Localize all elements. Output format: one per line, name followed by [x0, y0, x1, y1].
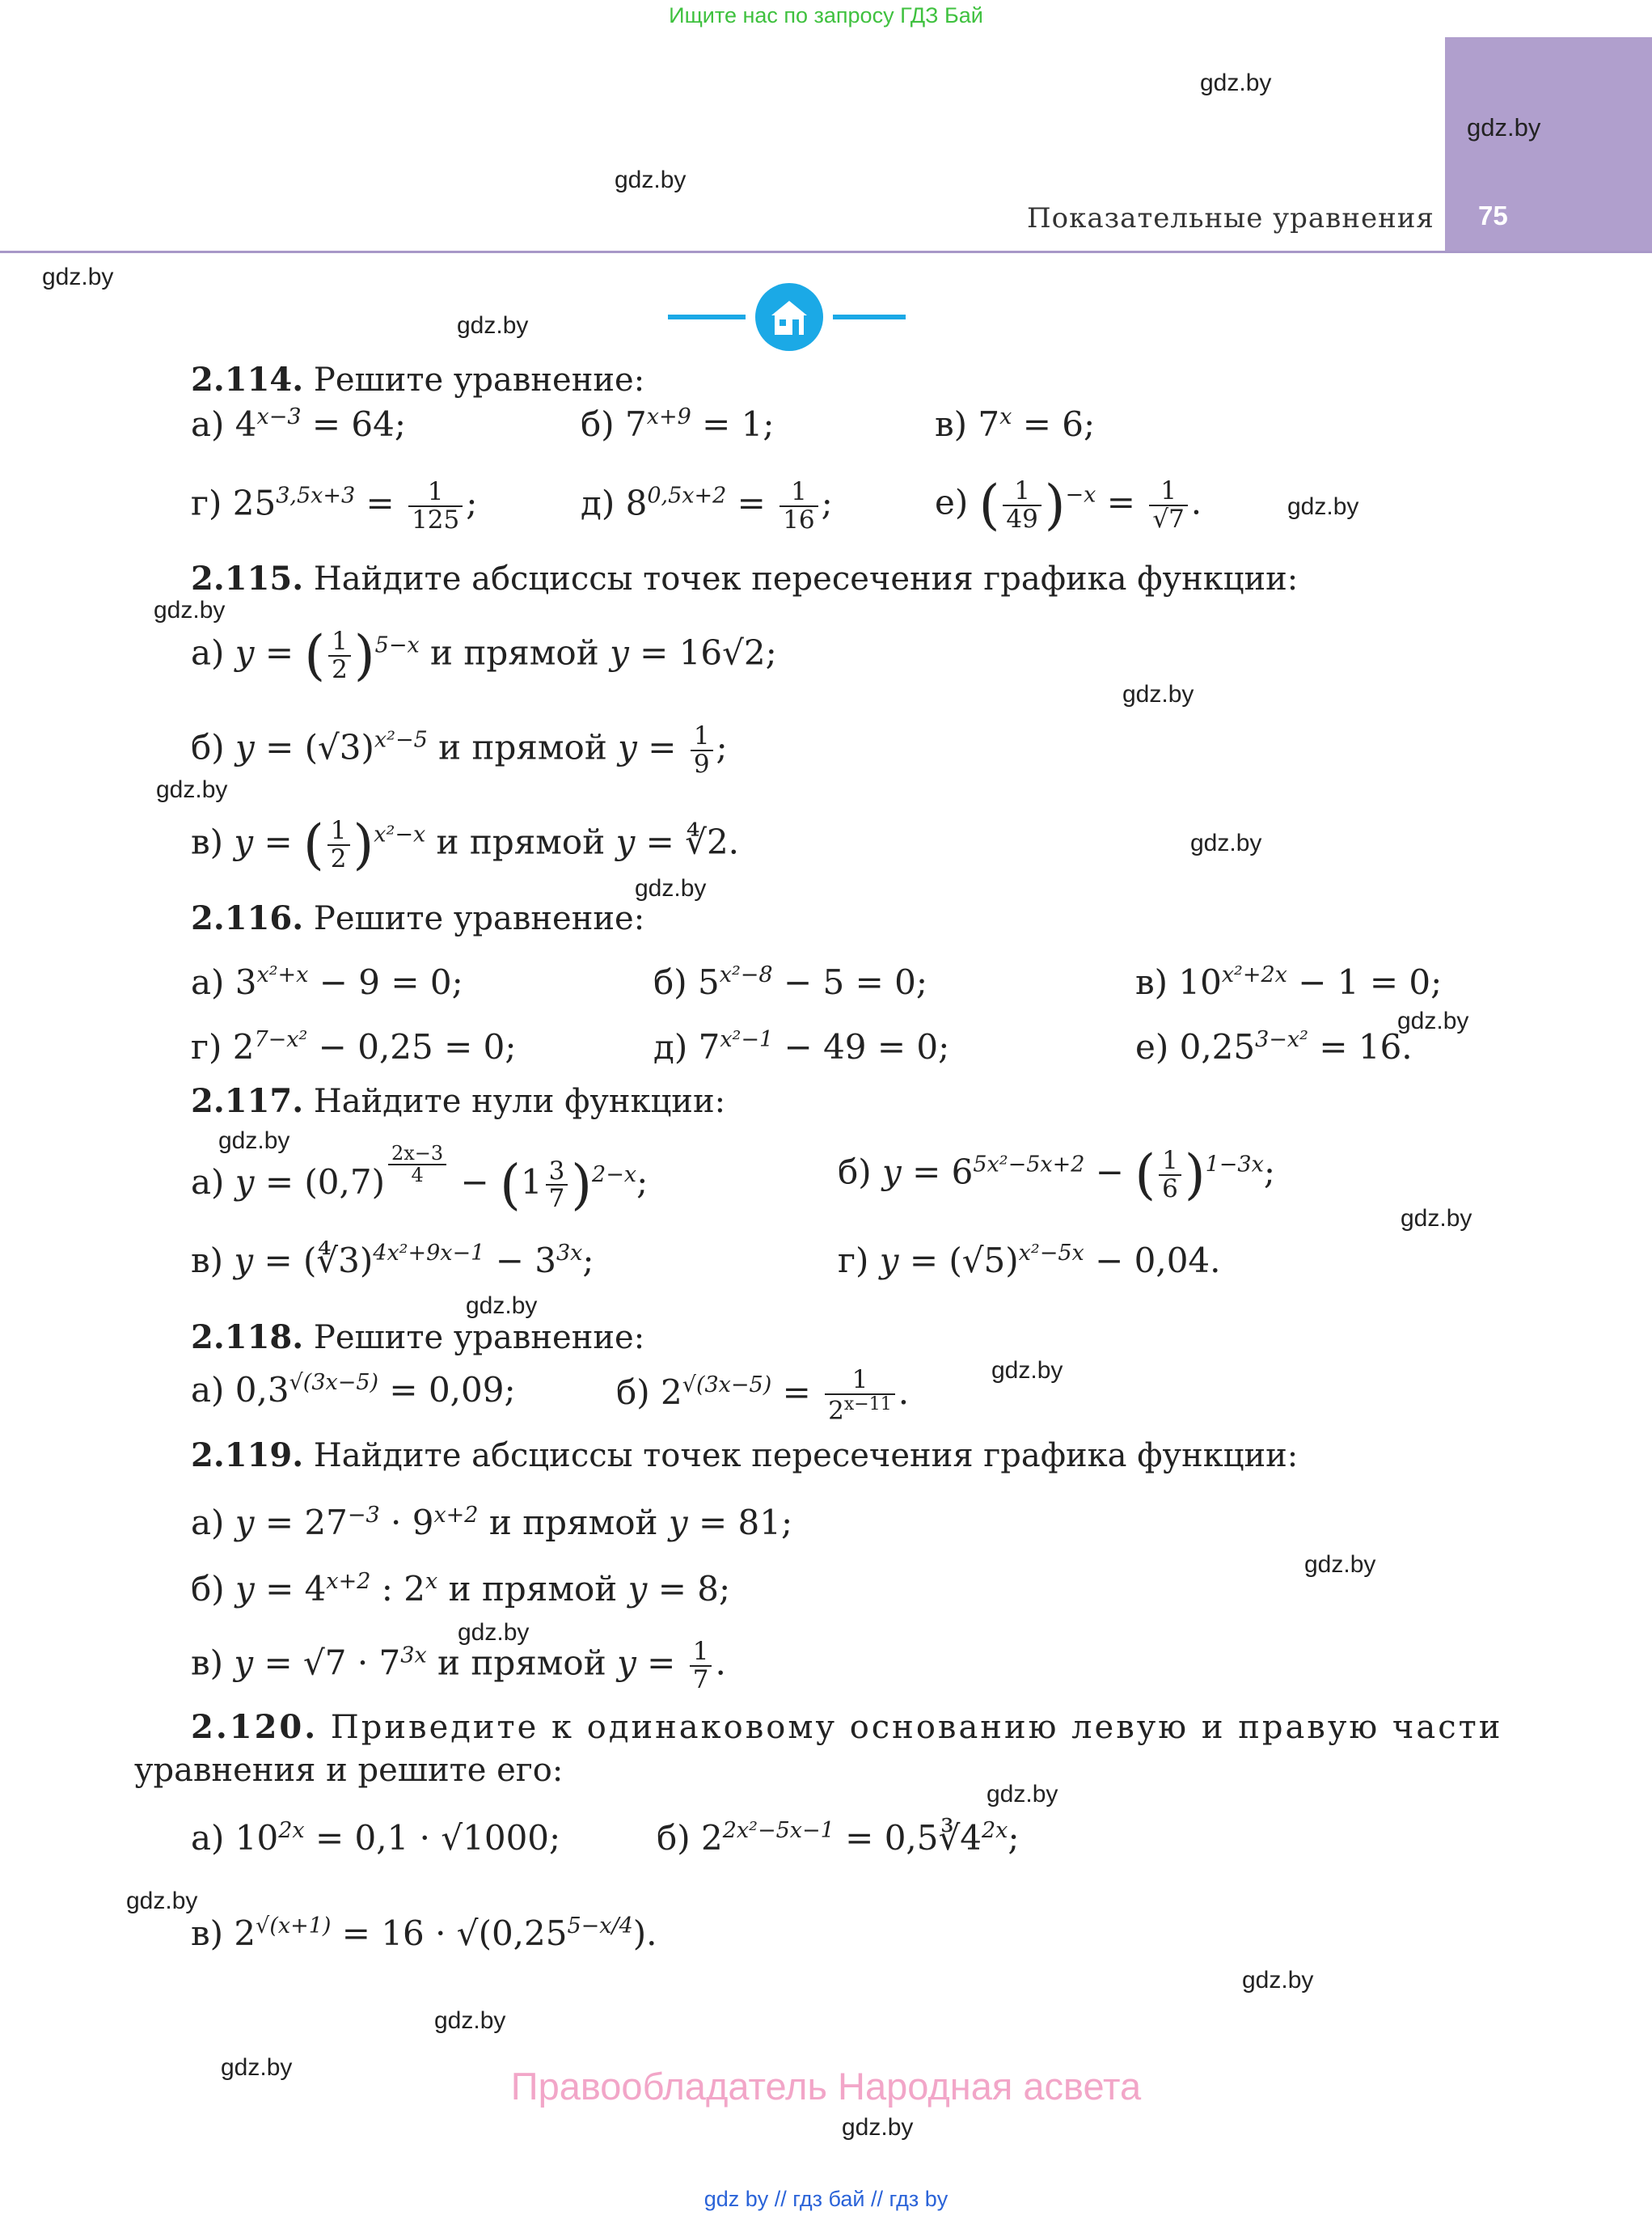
watermark: gdz.by: [458, 1619, 530, 1646]
problem-title: Решите уравнение:: [313, 900, 645, 937]
equation: б) $2^{√(3x-5)}$ = $\frac{1}{2^{x-11}}$ .: [616, 1365, 910, 1425]
footer-links[interactable]: gdz by // гдз бай // гдз by: [703, 2187, 949, 2211]
problem-heading: [191, 361, 644, 399]
watermark: gdz.by: [1190, 830, 1262, 856]
problem-number: 2.120.: [191, 1708, 319, 1746]
problem-heading: [191, 899, 644, 937]
watermark: gdz.by: [1401, 1205, 1472, 1232]
equation: а) $4^{x-3} = 64$;: [191, 404, 407, 444]
problem-number: 2.116.: [191, 899, 304, 937]
watermark: gdz.by: [842, 2114, 914, 2141]
watermark: gdz.by: [987, 1781, 1058, 1808]
divider-right: [833, 315, 906, 319]
equation: а) $0,3^{√(3x-5)} = 0,09$;: [191, 1370, 516, 1410]
equation: д) $8^{0,5x+2}$ = $\frac{1}{16}$ ;: [581, 477, 833, 535]
problem-number: 2.117.: [191, 1082, 304, 1120]
problem-heading: [191, 1708, 1502, 1746]
running-title: Показательные уравнения: [1027, 202, 1434, 235]
equation: б) $2^{2x^2-5x-1}$ = $0,5∛4^{2x}$;: [657, 1818, 1020, 1858]
equation: г) $25^{3,5x+3}$ = $\frac{1}{125}$ ;: [191, 477, 478, 535]
home-icon[interactable]: [755, 283, 823, 351]
equation: а) y = ( $\frac{1}{2}$ )$^{5-x}$ и прямой y = 16√2;: [191, 624, 777, 687]
equation: а) $3^{x^2+x} - 9 = 0$;: [191, 962, 463, 1002]
page-number: 75: [1478, 201, 1508, 230]
watermark: gdz.by: [1397, 1008, 1469, 1034]
equation: а) $y = 27^{-3} \cdot 9^{x+2}$ и прямой y = 81;: [191, 1503, 793, 1542]
equation: а) $10^{2x} = 0,1 \cdot √1000$;: [191, 1818, 561, 1858]
watermark: gdz.by: [991, 1357, 1063, 1384]
equation: в) y = ( $\frac{1}{2}$ )$^{x^2-x}$ и прямой y = ∜2.: [191, 814, 740, 876]
watermark: gdz.by: [218, 1127, 290, 1154]
equation: б) $7^{x+9} = 1$;: [581, 404, 775, 444]
watermark: gdz.by: [154, 597, 226, 624]
equation: в) $2^{√(x+1)} = 16 \cdot √(0,25^{5-x/4})$.: [191, 1913, 657, 1953]
page-corner-tab: [1445, 37, 1652, 251]
equation: д) $7^{x^2-1} - 49 = 0$;: [653, 1027, 950, 1067]
problem-heading: [191, 1082, 725, 1120]
watermark: gdz.by: [466, 1292, 538, 1319]
watermark: gdz.by: [1122, 681, 1194, 708]
header-divider: [0, 251, 1652, 253]
equation: е) $0,25^{3-x^2} = 16$.: [1135, 1027, 1413, 1067]
problem-heading: [191, 1318, 644, 1356]
problem-title: Решите уравнение:: [313, 1319, 645, 1356]
divider-left: [668, 315, 746, 319]
watermark: gdz.by: [126, 1888, 198, 1914]
equation: б) $y = (√3)^{x^2-5}$ и прямой y = $\frac{1}{9}$ ;: [191, 721, 728, 779]
watermark: gdz.by: [1200, 70, 1272, 96]
problem-number: 2.115.: [191, 560, 304, 598]
watermark: gdz.by: [221, 2054, 293, 2081]
problem-number: 2.118.: [191, 1318, 304, 1356]
problem-heading: [191, 560, 1298, 598]
problem-title: Решите уравнение:: [313, 362, 645, 399]
equation: в) y = (∜3)$^{4x^2+9x-1}$ − $3^{3x}$;: [191, 1241, 594, 1280]
problem-title: Найдите абсциссы точек пересечения графика функции:: [313, 560, 1299, 598]
equation: б) $y = 4^{x+2}$ : 2$^x$ и прямой y = 8;: [191, 1569, 731, 1609]
equation: е) ( $\frac{1}{49}$ )$^{-x}$ = $\frac{1}{√7}$ .: [935, 474, 1202, 536]
watermark: gdz.by: [1242, 1967, 1314, 1994]
watermark: gdz.by: [42, 264, 114, 290]
problem-number: 2.119.: [191, 1436, 304, 1474]
equation: б) $5^{x^2-8} - 5 = 0$;: [653, 962, 927, 1002]
equation: г) $y = (√5)^{x^2-5x} - 0,04$.: [838, 1241, 1221, 1280]
copyright-holder: Правообладатель Народная асвета: [510, 2065, 1142, 2108]
problem-title-continued: уравнения и решите его:: [134, 1752, 564, 1789]
watermark: gdz.by: [156, 776, 228, 803]
equation: в) $y = √7 \cdot 7^{3x}$ и прямой y = $\frac{1}{7}$ .: [191, 1637, 726, 1694]
equation: б) $y = 6^{5x^2-5x+2}$ − ( $\frac{1}{6}$ )$^{1-3x}$;: [838, 1144, 1275, 1206]
problem-title: Найдите нули функции:: [313, 1083, 726, 1120]
equation: в) $10^{x^2+2x} - 1 = 0$;: [1135, 962, 1443, 1002]
watermark: gdz.by: [1287, 493, 1359, 520]
equation: в) $7^x = 6$;: [935, 404, 1096, 444]
problem-heading: [191, 1436, 1298, 1474]
watermark: gdz.by: [1467, 113, 1541, 142]
top-banner: Ищите нас по запросу ГДЗ Бай: [669, 3, 983, 27]
problem-title: Найдите абсциссы точек пересечения графика функции:: [313, 1437, 1299, 1474]
equation: а) y = (0,7) $\frac{2x-3}{4}$ − (1 $\frac{3}{7}$ )$^{2-x}$;: [191, 1142, 649, 1216]
watermark: gdz.by: [615, 167, 687, 193]
watermark: gdz.by: [457, 312, 529, 339]
watermark: gdz.by: [635, 875, 707, 902]
equation: г) $2^{7-x^2} - 0,25 = 0$;: [191, 1027, 517, 1067]
problem-title: Приведите к одинаковому основанию левую и правую части: [330, 1709, 1503, 1746]
watermark: gdz.by: [434, 2007, 506, 2034]
problem-number: 2.114.: [191, 361, 304, 399]
watermark: gdz.by: [1304, 1551, 1376, 1578]
